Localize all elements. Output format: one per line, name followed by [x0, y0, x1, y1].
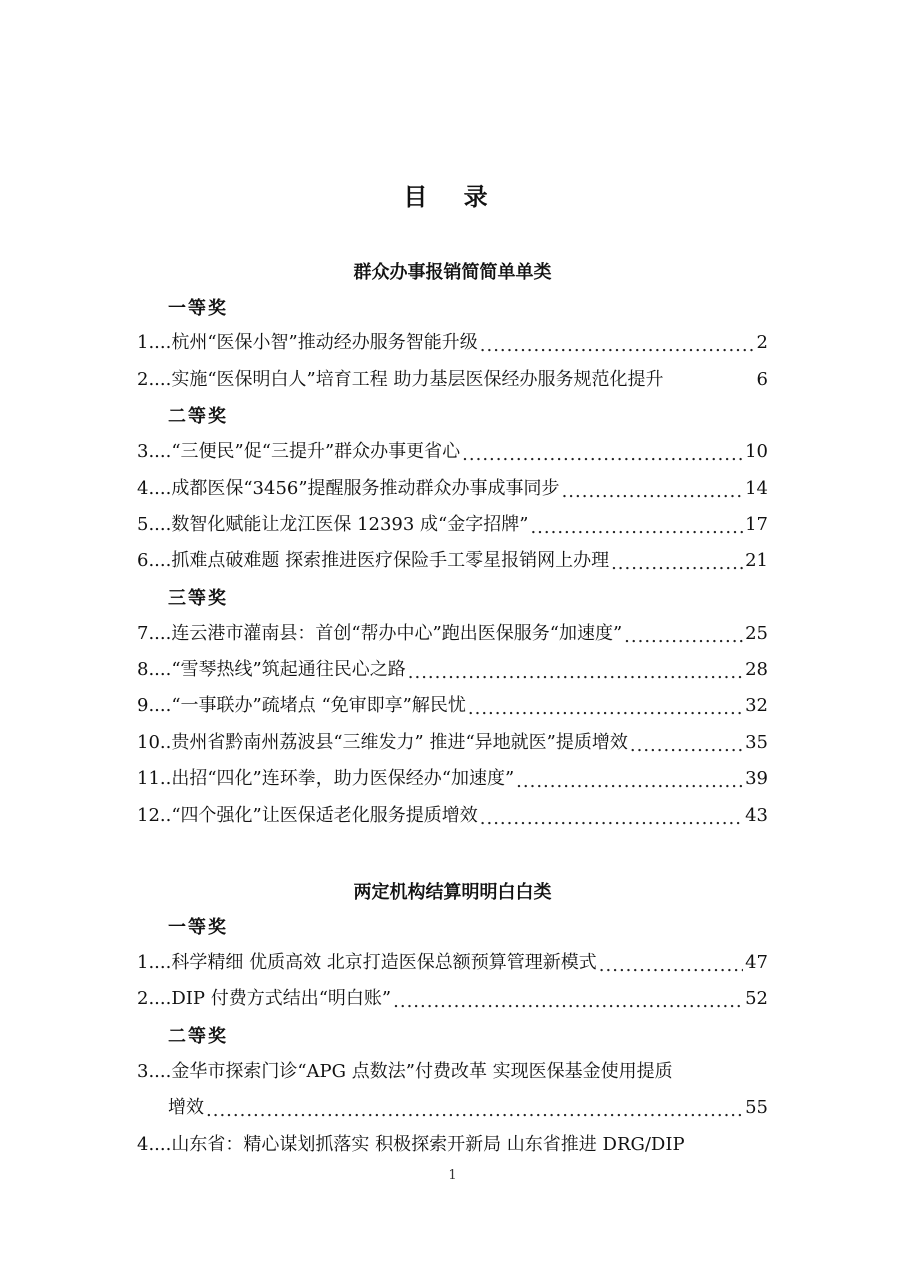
page-title: 目 录 [403, 183, 502, 211]
prize-heading: 一等奖 [168, 298, 228, 319]
toc-entry-title: 连云港市灌南县：首创“帮办中心”跑出医保服务“加速度” [171, 623, 623, 644]
toc-entry[interactable] [137, 438, 768, 466]
toc-entry-title: 出招“四化”连环拳，助力医保经办“加速度” [171, 768, 515, 789]
toc-entry-number: 4.... [137, 1134, 172, 1155]
toc-entry-number: 6.... [137, 550, 172, 571]
toc-entry-number: 8.... [137, 659, 172, 680]
prize-heading: 三等奖 [168, 588, 228, 609]
toc-entry-title: 贵州省黔南州荔波县“三维发力” 推进“异地就医”提质增效 [171, 732, 628, 753]
toc-entry-title: DIP 付费方式结出“明白账” [171, 988, 392, 1009]
toc-entry-number: 4.... [137, 478, 172, 499]
toc-entry-page: 55 [745, 1097, 768, 1118]
toc-entry[interactable] [137, 620, 768, 648]
toc-entry-page: 6 [756, 369, 768, 390]
toc-leader [468, 698, 743, 720]
toc-entry[interactable] [137, 985, 768, 1013]
toc-entry-title: 科学精细 优质高效 北京打造医保总额预算管理新模式 [171, 952, 597, 973]
toc-entry-title: 实施“医保明白人”培育工程 助力基层医保经办服务规范化提升 [171, 369, 664, 390]
toc-entry-number: 11.. [137, 768, 172, 789]
prize-heading: 二等奖 [168, 406, 228, 427]
toc-leader [624, 626, 743, 648]
toc-entry-title: 抓难点破难题 探索推进医疗保险手工零星报销网上办理 [171, 550, 610, 571]
toc-entry-number: 10.. [137, 732, 172, 753]
toc-leader [611, 553, 743, 575]
toc-entry-page: 47 [745, 952, 768, 973]
toc-entry-number: 12.. [137, 805, 172, 826]
toc-entry-number: 5.... [137, 514, 172, 535]
toc-leader [393, 991, 743, 1013]
toc-entry[interactable] [137, 692, 768, 720]
toc-entry-title: “一事联办”疏堵点 “免审即享”解民忧 [171, 695, 466, 716]
toc-leader [206, 1100, 743, 1122]
toc-entry[interactable] [137, 1131, 768, 1159]
section-heading: 两定机构结算明明白白类 [353, 882, 552, 903]
toc-leader [462, 444, 743, 466]
toc-entry[interactable] [137, 802, 768, 830]
toc-entry-page: 32 [745, 695, 768, 716]
toc-entry-title: 杭州“医保小智”推动经办服务智能升级 [171, 332, 478, 353]
toc-entry-page: 35 [745, 732, 768, 753]
toc-entry-number: 1.... [137, 952, 172, 973]
toc-entry-continuation[interactable] [168, 1094, 768, 1122]
toc-entry-title: “四个强化”让医保适老化服务提质增效 [171, 805, 478, 826]
toc-leader [562, 481, 744, 503]
toc-entry-title: 成都医保“3456”提醒服务推动群众办事成事同步 [171, 478, 560, 499]
toc-entry[interactable] [137, 729, 768, 757]
toc-entry[interactable] [137, 547, 768, 575]
toc-entry-title: 增效 [168, 1097, 204, 1118]
toc-entry[interactable] [137, 511, 768, 539]
toc-entry[interactable] [137, 656, 768, 684]
toc-entry-page: 14 [745, 478, 768, 499]
prize-heading: 二等奖 [168, 1026, 228, 1047]
toc-entry[interactable] [137, 475, 768, 503]
toc-entry[interactable] [137, 765, 768, 793]
toc-leader [480, 335, 755, 357]
toc-entry[interactable] [137, 329, 768, 357]
toc-entry-page: 39 [745, 768, 768, 789]
toc-leader [408, 662, 743, 684]
toc-entry-page: 25 [745, 623, 768, 644]
toc-entry[interactable] [137, 949, 768, 977]
toc-entry-number: 1.... [137, 332, 172, 353]
toc-leader [516, 771, 743, 793]
toc-entry-number: 9.... [137, 695, 172, 716]
toc-leader [480, 808, 743, 830]
toc-entry-page: 28 [745, 659, 768, 680]
toc-entry-number: 3.... [137, 1061, 172, 1082]
toc-leader [630, 735, 743, 757]
page-number: 1 [448, 1168, 457, 1183]
toc-entry-number: 2.... [137, 369, 172, 390]
section-heading: 群众办事报销简简单单类 [353, 262, 552, 283]
toc-leader [530, 517, 743, 539]
toc-entry-title: 山东省：精心谋划抓落实 积极探索开新局 山东省推进 DRG/DIP [171, 1134, 685, 1155]
toc-entry-page: 21 [745, 550, 768, 571]
toc-entry-number: 3.... [137, 441, 172, 462]
toc-entry-number: 2.... [137, 988, 172, 1009]
toc-leader [599, 955, 743, 977]
toc-entry-page: 52 [745, 988, 768, 1009]
toc-entry-page: 43 [745, 805, 768, 826]
toc-entry-title: “三便民”促“三提升”群众办事更省心 [171, 441, 461, 462]
toc-entry[interactable] [137, 366, 768, 394]
toc-entry-title: 金华市探索门诊“APG 点数法”付费改革 实现医保基金使用提质 [171, 1061, 673, 1082]
toc-entry[interactable] [137, 1058, 768, 1086]
toc-entry-title: “雪琴热线”筑起通往民心之路 [171, 659, 406, 680]
prize-heading: 一等奖 [168, 917, 228, 938]
toc-entry-page: 17 [745, 514, 768, 535]
toc-entry-page: 2 [756, 332, 768, 353]
toc-entry-page: 10 [745, 441, 768, 462]
toc-entry-number: 7.... [137, 623, 172, 644]
toc-entry-title: 数智化赋能让龙江医保 12393 成“金字招牌” [171, 514, 529, 535]
